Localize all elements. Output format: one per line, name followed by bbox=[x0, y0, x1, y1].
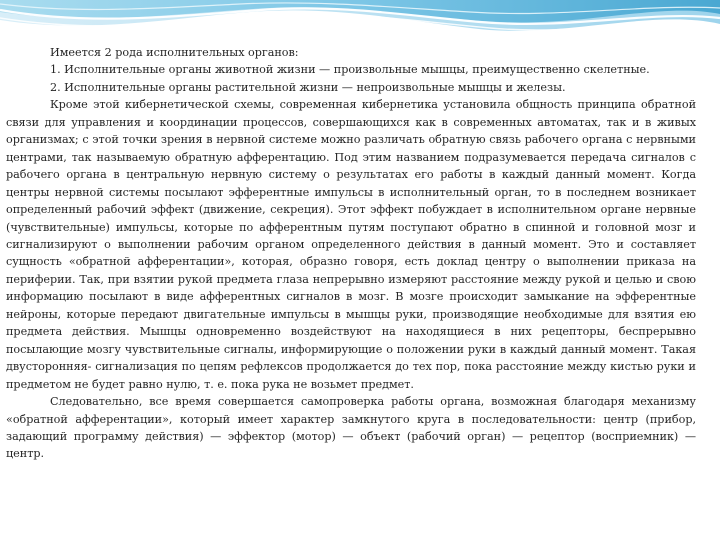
paragraph-4: Кроме этой кибернетической схемы, современная кибернетика установила общность принципа обратной связи для управления и координации процессов, совершающихся как в современных автоматах, так и в живых организмах; с этой точки зрения в нервной системе можно различать обратную связь рабочего органа с нервными центрами, так называемую обратную афферентацию. Под этим названием подразумевается передача сигналов с рабочего органа в центральную нервную систему о результатах его работы в каждый данный момент. Когда центры нервной системы посылают эфферентные импульсы в исполнительный орган, то в последнем возникает определенный рабочий эффект (движение, секреция). Этот эффект побуждает в исполнительном органе нервные (чувствительные) импульсы, которые по афферентным путям поступают обратно в спинной и головной мозг и сигнализируют о выполнении рабочим органом определенного действия в данный момент. Это и составляет сущность «обратной афферентации», которая, образно говоря, есть доклад центру о выполнении приказа на периферии. Так, при взятии рукой предмета глаза непрерывно измеряют расстояние между рукой и целью и свою информацию посылают в виде афферентных сигналов в мозг. В мозге происходит замыкание на эфферентные нейроны, которые передают двигательные импульсы в мышцы руки, производящие необходимые для взятия ею предмета действия. Мышцы одновременно воздействуют на находящиеся в них рецепторы, беспрерывно посылающие мозгу чувствительные сигналы, информирующие о положении руки в каждый данный момент. Такая двусторонняя- сигнализация по цепям рефлексов продолжается до тех пор, пока расстояние между кистью руки и предметом не будет равно нулю, т. е. пока рука не возьмет предмет. bbox=[6, 98, 696, 391]
paragraph-2: 1. Исполнительные органы животной жизни — произвольные мышцы, преимущественно скелетные. bbox=[50, 63, 650, 77]
document-body bbox=[6, 44, 696, 463]
paragraph-5: Следовательно, все время совершается самопроверка работы органа, возможная благодаря механизму «обратной афферентации», который имеет характер замкнутого круга в последовательности: центр (прибор, задающий программу действия) — эффектор (мотор) — объект (рабочий орган) — рецептор (восприемник) — центр. bbox=[6, 395, 696, 461]
paragraph-1: Имеется 2 рода исполнительных органов: bbox=[50, 46, 299, 59]
paragraph-3: 2. Исполнительные органы растительной жизни — непроизвольные мышцы и железы. bbox=[50, 80, 566, 94]
